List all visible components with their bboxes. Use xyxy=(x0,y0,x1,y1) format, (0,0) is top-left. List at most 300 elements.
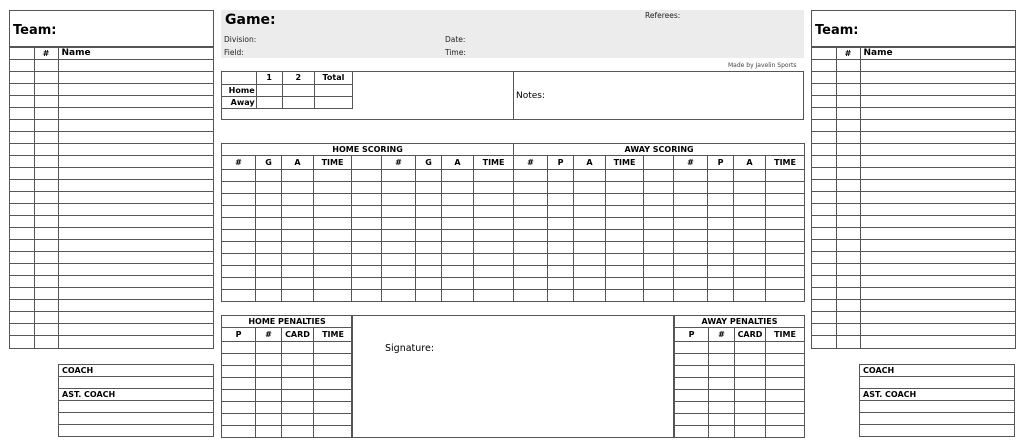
entry-cell[interactable] xyxy=(766,414,805,426)
entry-cell[interactable] xyxy=(644,290,674,302)
entry-cell[interactable] xyxy=(708,218,734,230)
entry-cell[interactable] xyxy=(734,242,766,254)
entry-cell[interactable] xyxy=(222,290,256,302)
entry-cell[interactable] xyxy=(58,228,213,240)
entry-cell[interactable] xyxy=(282,230,314,242)
entry-cell[interactable] xyxy=(282,342,314,354)
entry-cell[interactable] xyxy=(474,206,514,218)
entry-cell[interactable] xyxy=(548,182,574,194)
entry-cell[interactable] xyxy=(382,218,416,230)
entry-cell[interactable] xyxy=(860,312,1015,324)
entry-cell[interactable] xyxy=(58,60,213,72)
entry-cell[interactable] xyxy=(812,288,836,300)
entry-cell[interactable] xyxy=(675,354,709,366)
entry-cell[interactable] xyxy=(812,156,836,168)
entry-cell[interactable] xyxy=(10,144,34,156)
entry-cell[interactable] xyxy=(416,194,442,206)
entry-cell[interactable] xyxy=(382,278,416,290)
entry-cell[interactable] xyxy=(860,300,1015,312)
entry-cell[interactable] xyxy=(708,266,734,278)
entry-cell[interactable] xyxy=(10,336,34,348)
entry-cell[interactable] xyxy=(10,264,34,276)
entry-cell[interactable] xyxy=(766,390,805,402)
entry-cell[interactable] xyxy=(442,170,474,182)
entry-cell[interactable] xyxy=(10,204,34,216)
entry-cell[interactable] xyxy=(58,324,213,336)
entry-cell[interactable] xyxy=(58,276,213,288)
entry-cell[interactable] xyxy=(10,192,34,204)
entry-cell[interactable] xyxy=(812,180,836,192)
entry-cell[interactable] xyxy=(256,218,282,230)
entry-cell[interactable] xyxy=(644,206,674,218)
entry-cell[interactable] xyxy=(34,96,58,108)
entry-cell[interactable] xyxy=(812,204,836,216)
entry-cell[interactable] xyxy=(709,354,735,366)
entry-cell[interactable] xyxy=(860,84,1015,96)
entry-cell[interactable] xyxy=(58,180,213,192)
entry-cell[interactable] xyxy=(416,182,442,194)
entry-cell[interactable] xyxy=(10,228,34,240)
entry-cell[interactable] xyxy=(644,230,674,242)
entry-cell[interactable] xyxy=(314,266,352,278)
entry-cell[interactable] xyxy=(256,366,282,378)
entry-cell[interactable] xyxy=(548,206,574,218)
entry-cell[interactable] xyxy=(734,230,766,242)
entry-cell[interactable] xyxy=(256,378,282,390)
entry-cell[interactable] xyxy=(474,182,514,194)
entry-cell[interactable] xyxy=(708,242,734,254)
entry-cell[interactable] xyxy=(314,390,353,402)
entry-cell[interactable] xyxy=(812,120,836,132)
entry-cell[interactable] xyxy=(548,254,574,266)
entry-cell[interactable] xyxy=(282,170,314,182)
entry-cell[interactable] xyxy=(812,192,836,204)
entry-cell[interactable] xyxy=(34,324,58,336)
entry-cell[interactable] xyxy=(314,402,353,414)
entry-cell[interactable] xyxy=(314,206,352,218)
entry-cell[interactable] xyxy=(766,194,805,206)
entry-cell[interactable] xyxy=(352,278,382,290)
entry-cell[interactable] xyxy=(812,264,836,276)
entry-cell[interactable] xyxy=(766,206,805,218)
entry-cell[interactable] xyxy=(222,182,256,194)
entry-cell[interactable] xyxy=(442,194,474,206)
entry-cell[interactable] xyxy=(282,254,314,266)
entry-cell[interactable] xyxy=(836,168,860,180)
entry-cell[interactable] xyxy=(644,170,674,182)
entry-cell[interactable] xyxy=(674,290,708,302)
ast-coach-field[interactable] xyxy=(860,425,1015,437)
entry-cell[interactable] xyxy=(314,414,353,426)
entry-cell[interactable] xyxy=(282,266,314,278)
entry-cell[interactable] xyxy=(675,342,709,354)
entry-cell[interactable] xyxy=(416,170,442,182)
entry-cell[interactable] xyxy=(34,204,58,216)
entry-cell[interactable] xyxy=(442,266,474,278)
entry-cell[interactable] xyxy=(10,324,34,336)
entry-cell[interactable] xyxy=(766,182,805,194)
entry-cell[interactable] xyxy=(474,218,514,230)
entry-cell[interactable] xyxy=(734,218,766,230)
entry-cell[interactable] xyxy=(222,278,256,290)
entry-cell[interactable] xyxy=(416,230,442,242)
entry-cell[interactable] xyxy=(836,300,860,312)
entry-cell[interactable] xyxy=(674,254,708,266)
entry-cell[interactable] xyxy=(735,402,766,414)
entry-cell[interactable] xyxy=(382,242,416,254)
entry-cell[interactable] xyxy=(766,354,805,366)
entry-cell[interactable] xyxy=(644,194,674,206)
entry-cell[interactable] xyxy=(474,290,514,302)
entry-cell[interactable] xyxy=(10,216,34,228)
entry-cell[interactable] xyxy=(548,170,574,182)
entry-cell[interactable] xyxy=(674,230,708,242)
entry-cell[interactable] xyxy=(58,120,213,132)
entry-cell[interactable] xyxy=(474,194,514,206)
entry-cell[interactable] xyxy=(222,170,256,182)
entry-cell[interactable] xyxy=(282,378,314,390)
entry-cell[interactable] xyxy=(222,230,256,242)
entry-cell[interactable] xyxy=(442,230,474,242)
entry-cell[interactable] xyxy=(222,342,256,354)
entry-cell[interactable] xyxy=(860,276,1015,288)
ast-coach-field[interactable] xyxy=(860,413,1015,425)
entry-cell[interactable] xyxy=(10,108,34,120)
entry-cell[interactable] xyxy=(442,218,474,230)
entry-cell[interactable] xyxy=(574,254,606,266)
entry-cell[interactable] xyxy=(256,390,282,402)
entry-cell[interactable] xyxy=(352,290,382,302)
entry-cell[interactable] xyxy=(10,312,34,324)
entry-cell[interactable] xyxy=(860,264,1015,276)
entry-cell[interactable] xyxy=(836,240,860,252)
entry-cell[interactable] xyxy=(836,120,860,132)
entry-cell[interactable] xyxy=(708,206,734,218)
entry-cell[interactable] xyxy=(836,204,860,216)
entry-cell[interactable] xyxy=(708,290,734,302)
entry-cell[interactable] xyxy=(548,218,574,230)
home-period-1-cell[interactable] xyxy=(256,84,282,96)
entry-cell[interactable] xyxy=(734,290,766,302)
entry-cell[interactable] xyxy=(674,170,708,182)
entry-cell[interactable] xyxy=(10,156,34,168)
entry-cell[interactable] xyxy=(34,300,58,312)
entry-cell[interactable] xyxy=(10,120,34,132)
entry-cell[interactable] xyxy=(548,230,574,242)
entry-cell[interactable] xyxy=(812,324,836,336)
entry-cell[interactable] xyxy=(282,182,314,194)
entry-cell[interactable] xyxy=(282,242,314,254)
entry-cell[interactable] xyxy=(58,144,213,156)
entry-cell[interactable] xyxy=(574,278,606,290)
entry-cell[interactable] xyxy=(708,230,734,242)
entry-cell[interactable] xyxy=(222,206,256,218)
entry-cell[interactable] xyxy=(606,182,644,194)
entry-cell[interactable] xyxy=(282,402,314,414)
entry-cell[interactable] xyxy=(860,240,1015,252)
entry-cell[interactable] xyxy=(836,252,860,264)
ast-coach-field[interactable] xyxy=(59,401,214,413)
entry-cell[interactable] xyxy=(812,108,836,120)
entry-cell[interactable] xyxy=(812,228,836,240)
entry-cell[interactable] xyxy=(860,96,1015,108)
entry-cell[interactable] xyxy=(34,72,58,84)
entry-cell[interactable] xyxy=(222,194,256,206)
entry-cell[interactable] xyxy=(812,276,836,288)
entry-cell[interactable] xyxy=(606,290,644,302)
entry-cell[interactable] xyxy=(644,266,674,278)
entry-cell[interactable] xyxy=(812,168,836,180)
entry-cell[interactable] xyxy=(282,278,314,290)
entry-cell[interactable] xyxy=(10,96,34,108)
entry-cell[interactable] xyxy=(606,170,644,182)
entry-cell[interactable] xyxy=(256,230,282,242)
entry-cell[interactable] xyxy=(442,182,474,194)
entry-cell[interactable] xyxy=(574,242,606,254)
entry-cell[interactable] xyxy=(514,170,548,182)
entry-cell[interactable] xyxy=(735,366,766,378)
entry-cell[interactable] xyxy=(352,230,382,242)
entry-cell[interactable] xyxy=(314,194,352,206)
entry-cell[interactable] xyxy=(836,216,860,228)
entry-cell[interactable] xyxy=(574,266,606,278)
entry-cell[interactable] xyxy=(256,242,282,254)
entry-cell[interactable] xyxy=(58,336,213,348)
entry-cell[interactable] xyxy=(10,84,34,96)
entry-cell[interactable] xyxy=(10,72,34,84)
entry-cell[interactable] xyxy=(352,206,382,218)
entry-cell[interactable] xyxy=(34,276,58,288)
entry-cell[interactable] xyxy=(675,390,709,402)
entry-cell[interactable] xyxy=(58,108,213,120)
home-total-cell[interactable] xyxy=(314,84,352,96)
away-period-2-cell[interactable] xyxy=(282,96,314,108)
entry-cell[interactable] xyxy=(674,206,708,218)
signature-box[interactable] xyxy=(351,315,674,438)
entry-cell[interactable] xyxy=(836,60,860,72)
entry-cell[interactable] xyxy=(282,206,314,218)
entry-cell[interactable] xyxy=(314,354,353,366)
entry-cell[interactable] xyxy=(34,312,58,324)
entry-cell[interactable] xyxy=(314,230,352,242)
entry-cell[interactable] xyxy=(416,254,442,266)
entry-cell[interactable] xyxy=(766,426,805,438)
entry-cell[interactable] xyxy=(282,366,314,378)
entry-cell[interactable] xyxy=(860,132,1015,144)
entry-cell[interactable] xyxy=(474,254,514,266)
entry-cell[interactable] xyxy=(860,252,1015,264)
coach-field[interactable] xyxy=(860,377,1015,389)
entry-cell[interactable] xyxy=(256,342,282,354)
entry-cell[interactable] xyxy=(766,402,805,414)
entry-cell[interactable] xyxy=(34,216,58,228)
entry-cell[interactable] xyxy=(766,218,805,230)
entry-cell[interactable] xyxy=(675,426,709,438)
entry-cell[interactable] xyxy=(222,414,256,426)
entry-cell[interactable] xyxy=(314,182,352,194)
entry-cell[interactable] xyxy=(442,242,474,254)
entry-cell[interactable] xyxy=(708,182,734,194)
entry-cell[interactable] xyxy=(708,194,734,206)
entry-cell[interactable] xyxy=(416,218,442,230)
entry-cell[interactable] xyxy=(222,218,256,230)
entry-cell[interactable] xyxy=(735,342,766,354)
entry-cell[interactable] xyxy=(222,390,256,402)
entry-cell[interactable] xyxy=(416,206,442,218)
entry-cell[interactable] xyxy=(548,194,574,206)
entry-cell[interactable] xyxy=(352,266,382,278)
entry-cell[interactable] xyxy=(34,60,58,72)
entry-cell[interactable] xyxy=(58,168,213,180)
entry-cell[interactable] xyxy=(606,278,644,290)
entry-cell[interactable] xyxy=(256,266,282,278)
entry-cell[interactable] xyxy=(222,254,256,266)
entry-cell[interactable] xyxy=(548,290,574,302)
entry-cell[interactable] xyxy=(58,312,213,324)
away-period-1-cell[interactable] xyxy=(256,96,282,108)
entry-cell[interactable] xyxy=(34,132,58,144)
entry-cell[interactable] xyxy=(735,354,766,366)
entry-cell[interactable] xyxy=(256,290,282,302)
entry-cell[interactable] xyxy=(282,426,314,438)
entry-cell[interactable] xyxy=(474,242,514,254)
entry-cell[interactable] xyxy=(58,96,213,108)
entry-cell[interactable] xyxy=(812,312,836,324)
entry-cell[interactable] xyxy=(812,132,836,144)
entry-cell[interactable] xyxy=(514,194,548,206)
entry-cell[interactable] xyxy=(709,402,735,414)
entry-cell[interactable] xyxy=(10,60,34,72)
entry-cell[interactable] xyxy=(34,240,58,252)
entry-cell[interactable] xyxy=(314,170,352,182)
entry-cell[interactable] xyxy=(282,354,314,366)
entry-cell[interactable] xyxy=(548,242,574,254)
entry-cell[interactable] xyxy=(812,72,836,84)
entry-cell[interactable] xyxy=(382,206,416,218)
entry-cell[interactable] xyxy=(606,266,644,278)
entry-cell[interactable] xyxy=(548,278,574,290)
entry-cell[interactable] xyxy=(58,192,213,204)
entry-cell[interactable] xyxy=(836,108,860,120)
entry-cell[interactable] xyxy=(34,156,58,168)
entry-cell[interactable] xyxy=(314,290,352,302)
entry-cell[interactable] xyxy=(836,264,860,276)
entry-cell[interactable] xyxy=(58,240,213,252)
entry-cell[interactable] xyxy=(644,218,674,230)
entry-cell[interactable] xyxy=(860,108,1015,120)
entry-cell[interactable] xyxy=(34,252,58,264)
entry-cell[interactable] xyxy=(222,266,256,278)
entry-cell[interactable] xyxy=(836,180,860,192)
entry-cell[interactable] xyxy=(34,228,58,240)
entry-cell[interactable] xyxy=(860,204,1015,216)
entry-cell[interactable] xyxy=(314,242,352,254)
entry-cell[interactable] xyxy=(709,414,735,426)
entry-cell[interactable] xyxy=(256,354,282,366)
entry-cell[interactable] xyxy=(256,206,282,218)
entry-cell[interactable] xyxy=(574,230,606,242)
entry-cell[interactable] xyxy=(314,342,353,354)
entry-cell[interactable] xyxy=(474,278,514,290)
entry-cell[interactable] xyxy=(708,254,734,266)
entry-cell[interactable] xyxy=(314,378,353,390)
entry-cell[interactable] xyxy=(574,218,606,230)
entry-cell[interactable] xyxy=(10,288,34,300)
entry-cell[interactable] xyxy=(314,218,352,230)
entry-cell[interactable] xyxy=(836,228,860,240)
entry-cell[interactable] xyxy=(812,84,836,96)
entry-cell[interactable] xyxy=(836,144,860,156)
entry-cell[interactable] xyxy=(256,194,282,206)
entry-cell[interactable] xyxy=(10,240,34,252)
entry-cell[interactable] xyxy=(382,290,416,302)
entry-cell[interactable] xyxy=(766,242,805,254)
entry-cell[interactable] xyxy=(860,180,1015,192)
home-period-2-cell[interactable] xyxy=(282,84,314,96)
entry-cell[interactable] xyxy=(860,60,1015,72)
entry-cell[interactable] xyxy=(416,242,442,254)
entry-cell[interactable] xyxy=(34,192,58,204)
entry-cell[interactable] xyxy=(58,84,213,96)
entry-cell[interactable] xyxy=(222,354,256,366)
away-total-cell[interactable] xyxy=(314,96,352,108)
entry-cell[interactable] xyxy=(574,170,606,182)
entry-cell[interactable] xyxy=(836,324,860,336)
entry-cell[interactable] xyxy=(416,290,442,302)
entry-cell[interactable] xyxy=(282,218,314,230)
entry-cell[interactable] xyxy=(314,278,352,290)
entry-cell[interactable] xyxy=(442,290,474,302)
entry-cell[interactable] xyxy=(766,366,805,378)
entry-cell[interactable] xyxy=(674,278,708,290)
entry-cell[interactable] xyxy=(836,276,860,288)
entry-cell[interactable] xyxy=(766,342,805,354)
entry-cell[interactable] xyxy=(382,266,416,278)
entry-cell[interactable] xyxy=(256,170,282,182)
entry-cell[interactable] xyxy=(352,170,382,182)
entry-cell[interactable] xyxy=(860,156,1015,168)
entry-cell[interactable] xyxy=(58,132,213,144)
entry-cell[interactable] xyxy=(222,426,256,438)
entry-cell[interactable] xyxy=(675,366,709,378)
entry-cell[interactable] xyxy=(860,228,1015,240)
entry-cell[interactable] xyxy=(34,84,58,96)
entry-cell[interactable] xyxy=(606,254,644,266)
entry-cell[interactable] xyxy=(314,254,352,266)
entry-cell[interactable] xyxy=(574,182,606,194)
entry-cell[interactable] xyxy=(812,96,836,108)
entry-cell[interactable] xyxy=(606,230,644,242)
entry-cell[interactable] xyxy=(574,290,606,302)
entry-cell[interactable] xyxy=(766,378,805,390)
entry-cell[interactable] xyxy=(34,144,58,156)
entry-cell[interactable] xyxy=(836,336,860,348)
entry-cell[interactable] xyxy=(644,278,674,290)
entry-cell[interactable] xyxy=(674,266,708,278)
entry-cell[interactable] xyxy=(812,252,836,264)
entry-cell[interactable] xyxy=(34,288,58,300)
entry-cell[interactable] xyxy=(442,278,474,290)
entry-cell[interactable] xyxy=(222,242,256,254)
entry-cell[interactable] xyxy=(474,266,514,278)
entry-cell[interactable] xyxy=(734,266,766,278)
entry-cell[interactable] xyxy=(860,72,1015,84)
entry-cell[interactable] xyxy=(514,266,548,278)
entry-cell[interactable] xyxy=(860,216,1015,228)
entry-cell[interactable] xyxy=(606,218,644,230)
entry-cell[interactable] xyxy=(256,426,282,438)
entry-cell[interactable] xyxy=(416,278,442,290)
